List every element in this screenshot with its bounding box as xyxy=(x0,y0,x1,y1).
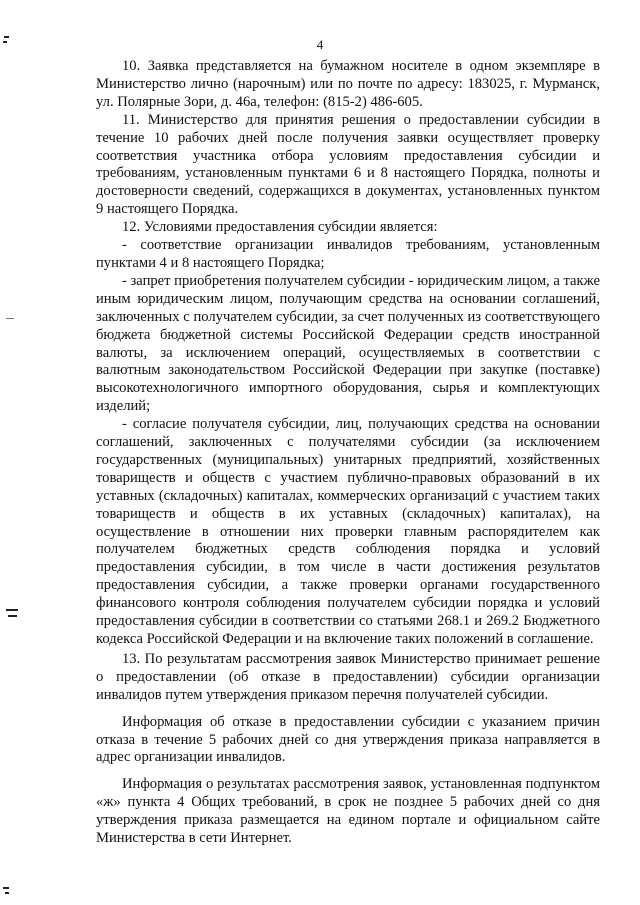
paragraph-12-conditions-heading: 12. Условиями предоставления субсидии является: xyxy=(122,219,438,236)
condition-requirements-compliance: - соответствие организации инвалидов требованиям, установленным пунктами 4 и 8 настоящего Порядка; xyxy=(96,237,600,271)
scan-artifact-lower-2 xyxy=(8,615,17,617)
scan-artifact-lower xyxy=(6,609,18,611)
scan-artifact-bottom-2 xyxy=(5,892,9,894)
scan-artifact-bottom xyxy=(3,887,9,889)
condition-foreign-currency-ban: - запрет приобретения получателем субсидии - юридическим лицом, а также иным юридическим лицом, получающим средства на основании соглашений, заключенных с получателем субсидии, за счет полученных из соответствующего бюджета бюджетной системы Российской Федерации средств иностранной валюты, за исключением операций, осуществляемых в соответствии с валютным законодательством Российской Федерации при закупке (поставке) высокотехнологичного импортного оборудования, сырья и комплектующих изделий; xyxy=(96,272,600,415)
paragraph-10-application-submission: 10. Заявка представляется на бумажном носителе в одном экземпляре в Министерство лично (нарочным) или по почте по адресу: 183025, г. Мурманск, ул. Полярные Зори, д. 46а, телефон: (815-2) 486-605. xyxy=(96,58,600,110)
scan-artifact-top-2 xyxy=(3,41,7,43)
condition-inspection-consent: - согласие получателя субсидии, лиц, получающих средства на основании соглашений, заключенных с получателями субсидии (за исключением государственных (муниципальных) унитарных предприятий, хозяйственных товариществ и обществ с участием публично-правовых образований в их уставных (складочных) капиталах, коммерческих организаций с участием таких товариществ и обществ в их уставных (складочных) капиталах), на осуществление в отношении них проверки главным распорядителем как получателем бюджетных средств соблюдения порядка и условий предоставления субсидии, в том числе в части достижения результатов предоставления субсидии, а также проверки органами государственного финансового контроля соблюдения получателем субсидии порядка и условий предоставления субсидии в соответствии со статьями 268.1 и 269.2 Бюджетного кодекса Российской Федерации и на включение таких положений в соглашение. xyxy=(96,416,600,647)
page-number: 4 xyxy=(316,37,324,52)
paragraph-13-decision: 13. По результатам рассмотрения заявок Министерство принимает решение о предоставлении (об отказе в предоставлении) субсидии организации инвалидов путем утверждения приказом перечня получателей субсидии. xyxy=(96,650,600,703)
document-body xyxy=(96,58,600,848)
paragraph-results-publication: Информация о результатах рассмотрения заявок, установленная подпунктом «ж» пункта 4 Общих требований, в срок не позднее 5 рабочих дней со дня утверждения приказа размещается на едином портале и официальном сайте Министерства в сети Интернет. xyxy=(96,776,600,847)
paragraph-11-ministry-review: 11. Министерство для принятия решения о предоставлении субсидии в течение 10 рабочих дней после получения заявки осуществляет проверку соответствия участника отбора условиям предоставления субсидии и требованиям, установленным пунктами 6 и 8 настоящего Порядка, полноты и достоверности сведений, содержащихся в документах, установленных пунктом 9 настоящего Порядка. xyxy=(96,111,600,218)
scan-artifact-top xyxy=(4,36,9,38)
paragraph-refusal-information: Информация об отказе в предоставлении субсидии с указанием причин отказа в течение 5 рабочих дней со дня утверждения приказа направляется в адрес организации инвалидов. xyxy=(96,713,600,766)
scan-artifact-middle xyxy=(6,318,14,319)
